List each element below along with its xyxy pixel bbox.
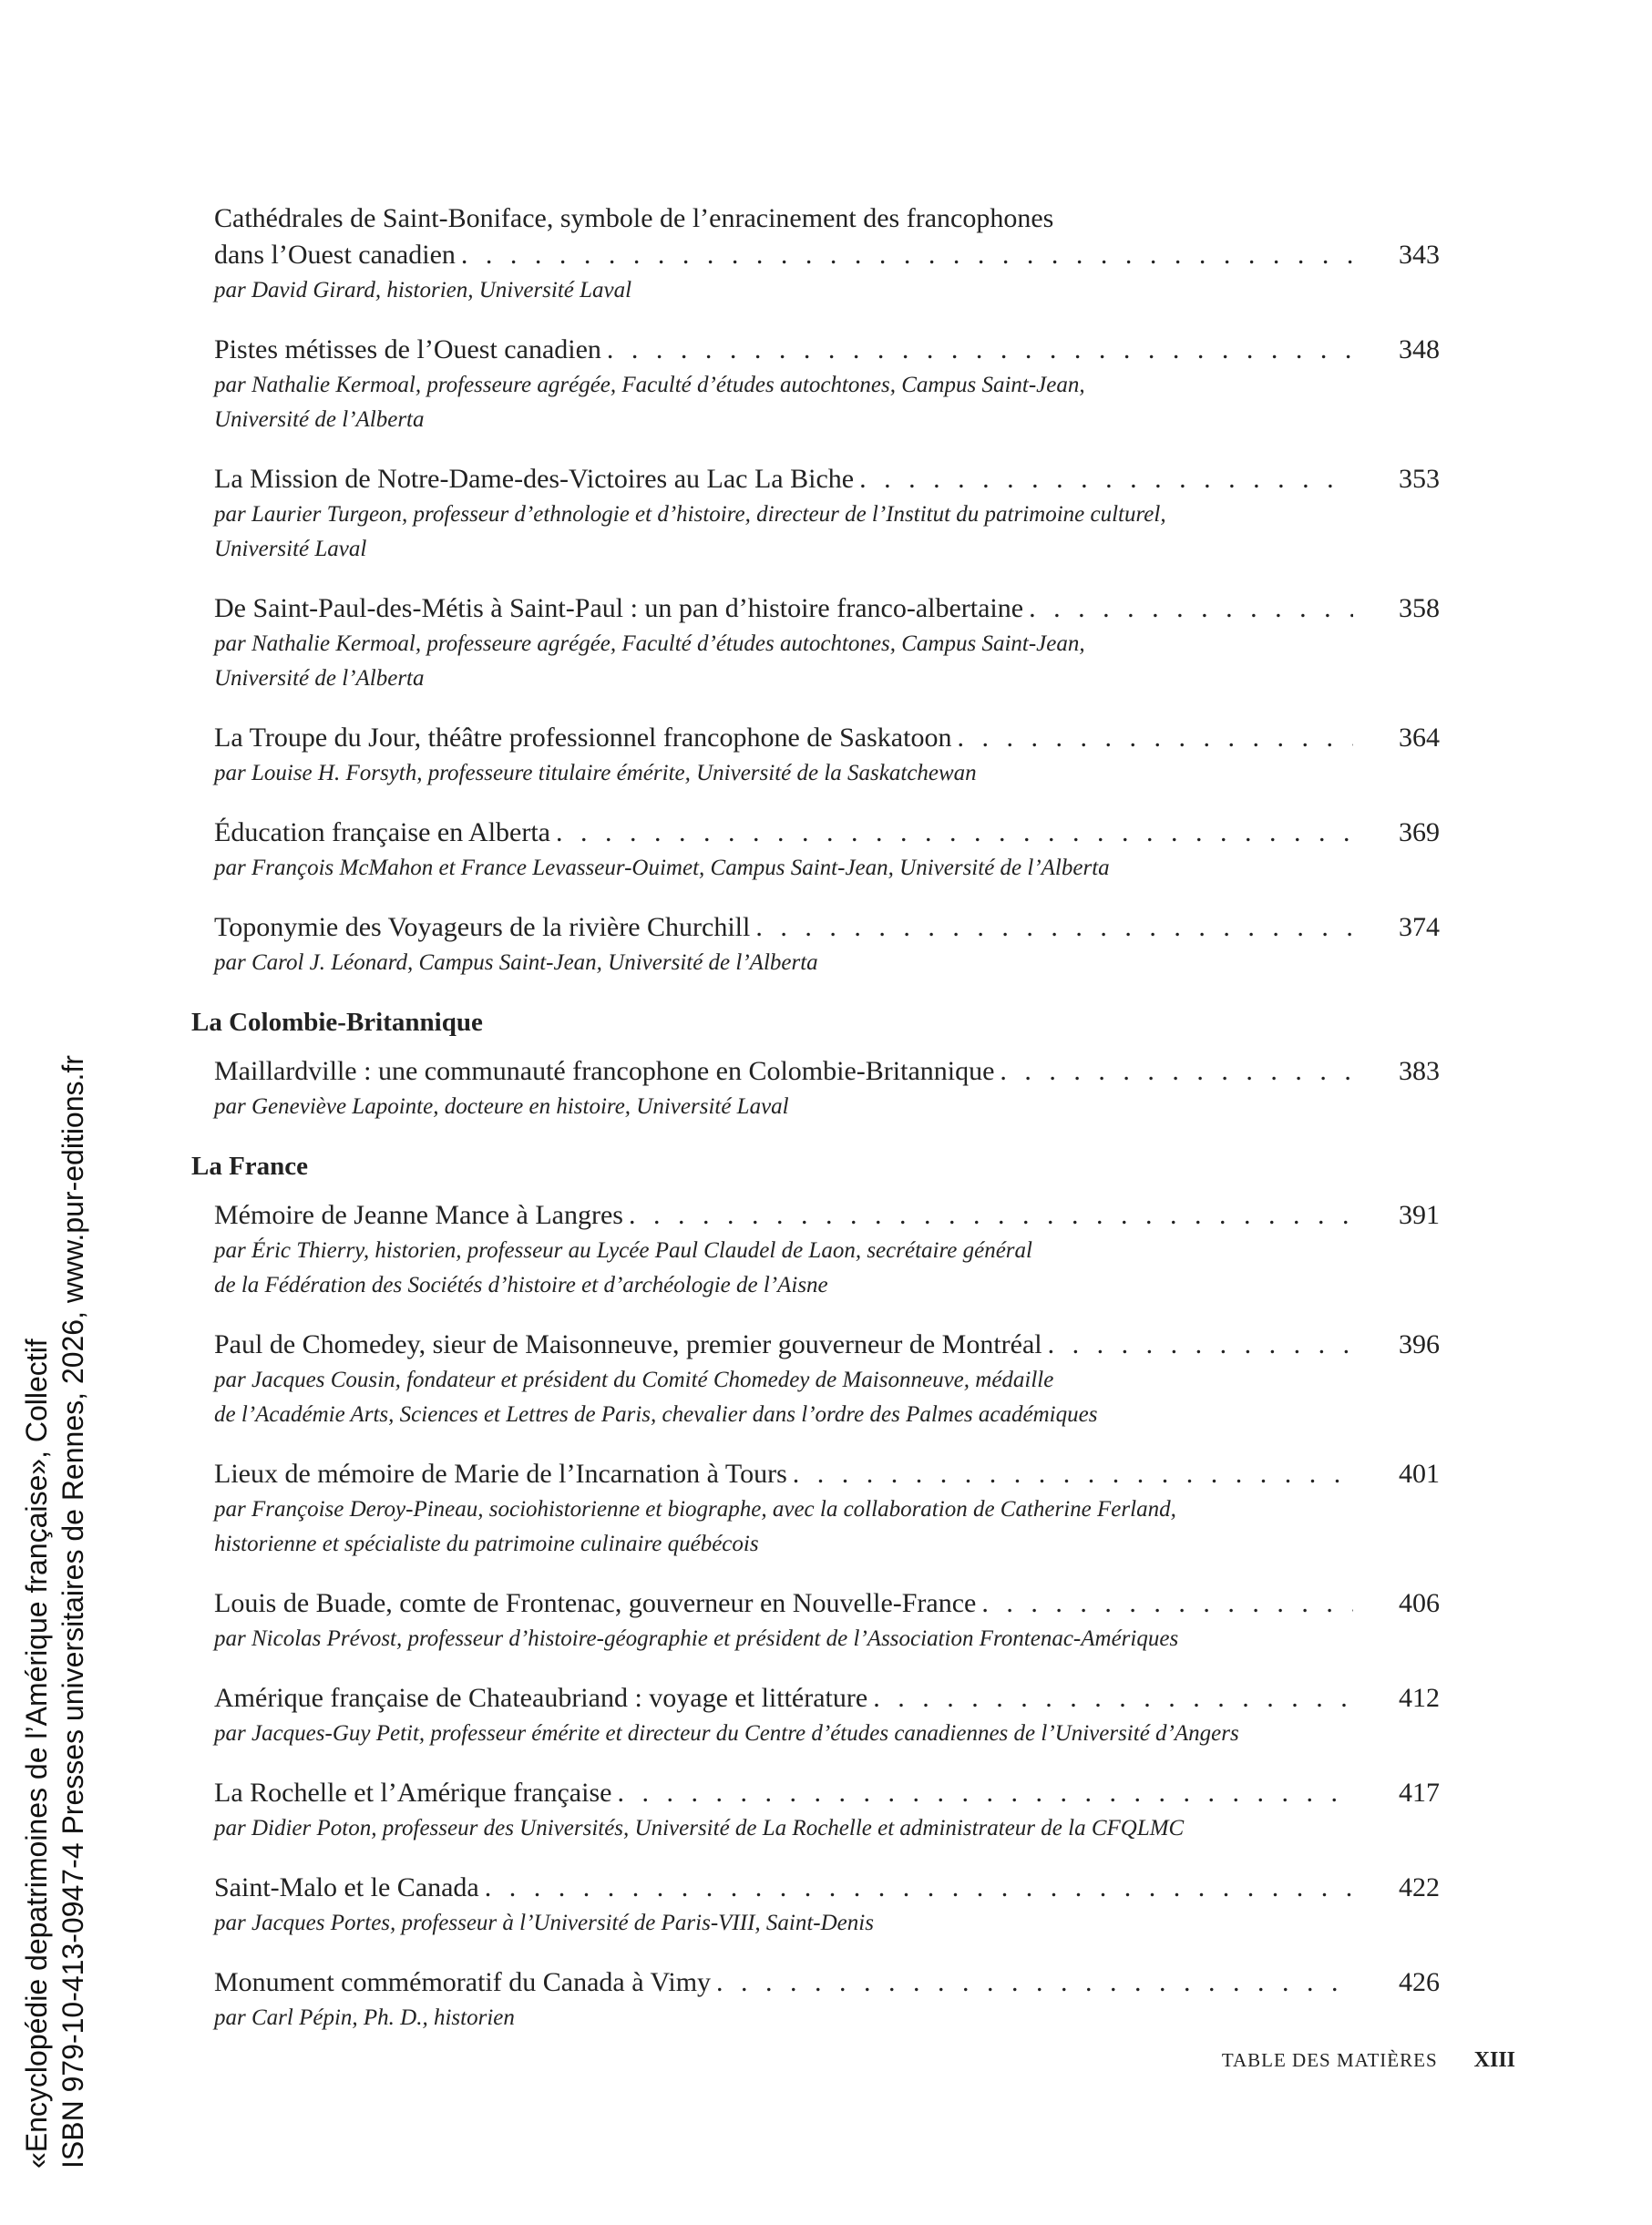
entry-page-number: 348 [1399, 334, 1440, 364]
entry-title: La Rochelle et l’Amérique française [214, 1778, 612, 1808]
entry-author-line: par Carl Pépin, Ph. D., historien [214, 2005, 515, 2030]
section-heading-colombie-britannique: La Colombie-Britannique [191, 1008, 483, 1037]
entry-page-number: 412 [1399, 1683, 1440, 1713]
entry-author-line: historienne et spécialiste du patrimoine culinaire québécois [214, 1532, 759, 1556]
entry-page-number: 401 [1399, 1459, 1440, 1489]
entry-author-line: par Didier Poton, professeur des Universités, Université de La Rochelle et administrateur de la CFQLMC [214, 1816, 1185, 1840]
entry-title-with-leader [214, 237, 1353, 273]
entry-title-with-leader [214, 1456, 1353, 1492]
dot-leader [556, 815, 1353, 851]
dot-leader [981, 1585, 1353, 1622]
entry-title: Amérique française de Chateaubriand : voyage et littérature [214, 1683, 868, 1713]
entry-page-number: 358 [1399, 593, 1440, 623]
entry-title: Maillardville : une communauté francophone en Colombie-Britannique [214, 1056, 995, 1086]
table-of-contents [191, 200, 1440, 2059]
entry-author-line: par David Girard, historien, Université Laval [214, 278, 632, 302]
entry-title-line [214, 1197, 1440, 1234]
entry-title-line [214, 590, 1440, 627]
entry-title: De Saint-Paul-des-Métis à Saint-Paul : un pan d’histoire franco-albertaine [214, 593, 1024, 623]
dot-leader [793, 1456, 1353, 1492]
dot-leader [485, 1870, 1353, 1906]
entry-author-line: par Nathalie Kermoal, professeure agrégée, Faculté d’études autochtones, Campus Saint-Jean, [214, 373, 1085, 397]
page-footer [1222, 2048, 1515, 2073]
toc-entry [191, 720, 1440, 791]
toc-entry [191, 332, 1440, 437]
entry-title: Lieux de mémoire de Marie de l’Incarnation à Tours [214, 1459, 787, 1489]
toc-group-prairies [191, 200, 1440, 980]
entry-title-with-leader [214, 1680, 1353, 1717]
entry-title-line [214, 237, 1440, 273]
toc-entry [191, 1197, 1440, 1303]
entry-page-number: 369 [1399, 817, 1440, 847]
entry-author-line: de la Fédération des Sociétés d’histoire et d’archéologie de l’Aisne [214, 1273, 828, 1297]
toc-entry [191, 1964, 1440, 2035]
entry-page-number: 417 [1399, 1778, 1440, 1808]
entry-title-with-leader [214, 1197, 1353, 1234]
dot-leader [873, 1680, 1353, 1717]
toc-entry [191, 461, 1440, 567]
entry-title-line [214, 720, 1440, 756]
entry-title: La Mission de Notre-Dame-des-Victoires au Lac La Biche [214, 464, 855, 494]
entry-title-line [214, 1053, 1440, 1090]
entry-author-line: par Geneviève Lapointe, docteure en histoire, Université Laval [214, 1094, 789, 1119]
dot-leader [755, 909, 1353, 946]
entry-title-line [214, 1870, 1440, 1906]
entry-author-line: par Laurier Turgeon, professeur d’ethnologie et d’histoire, directeur de l’Institut du patrimoine culturel, [214, 502, 1166, 527]
entry-title: Saint-Malo et le Canada [214, 1872, 479, 1902]
entry-title: Toponymie des Voyageurs de la rivière Churchill [214, 912, 751, 942]
entry-title-with-leader [214, 1327, 1353, 1363]
toc-entry [191, 1053, 1440, 1124]
entry-page-number: 422 [1399, 1872, 1440, 1902]
entry-author-line: par Françoise Deroy-Pineau, sociohistorienne et biographe, avec la collaboration de Catherine Ferland, [214, 1497, 1176, 1522]
entry-title-with-leader [214, 1053, 1353, 1090]
toc-entry [191, 1585, 1440, 1656]
entry-page-number: 364 [1399, 723, 1440, 753]
entry-title: Mémoire de Jeanne Mance à Langres [214, 1200, 623, 1230]
entry-title-line [214, 1680, 1440, 1717]
entry-page-number: 396 [1399, 1329, 1440, 1359]
entry-title-with-leader [214, 1964, 1353, 2001]
entry-title: Louis de Buade, comte de Frontenac, gouverneur en Nouvelle-France [214, 1588, 977, 1618]
entry-author-line: par Jacques Portes, professeur à l’Université de Paris-VIII, Saint-Denis [214, 1911, 874, 1935]
toc-entry [191, 590, 1440, 696]
dot-leader [461, 237, 1353, 273]
entry-title: Pistes métisses de l’Ouest canadien [214, 334, 601, 364]
entry-title-line [214, 1456, 1440, 1492]
entry-title-with-leader [214, 1775, 1353, 1811]
side-note-line-2: ISBN 979-10-413-0947-4 Presses universitaires de Rennes, 2026, www.pur-editions.fr [56, 1055, 89, 2169]
entry-title-with-leader [214, 1585, 1353, 1622]
footer-label: TABLE DES MATIÈRES [1221, 2049, 1438, 2071]
entry-title-with-leader [214, 720, 1353, 756]
entry-page-number: 406 [1399, 1588, 1440, 1618]
entry-page-number: 374 [1399, 912, 1440, 942]
entry-title: Monument commémoratif du Canada à Vimy [214, 1967, 712, 1997]
entry-page-number: 343 [1399, 240, 1440, 270]
entry-author-line: par Nathalie Kermoal, professeure agrégée, Faculté d’études autochtones, Campus Saint-Jean, [214, 631, 1085, 656]
entry-author-line: de l’Académie Arts, Sciences et Lettres de Paris, chevalier dans l’ordre des Palmes académiques [214, 1402, 1098, 1427]
entry-author-line: par Jacques Cousin, fondateur et président du Comité Chomedey de Maisonneuve, médaille [214, 1368, 1054, 1392]
entry-title-line [214, 1327, 1440, 1363]
entry-title-first-line: Cathédrales de Saint-Boniface, symbole de l’enracinement des francophones [214, 203, 1054, 233]
entry-author-line: par Jacques-Guy Petit, professeur émérite et directeur du Centre d’études canadiennes de l’Université d’Angers [214, 1721, 1239, 1746]
toc-entry [191, 1870, 1440, 1941]
entry-author-line: Université de l’Alberta [214, 666, 425, 691]
entry-title-with-leader [214, 332, 1353, 368]
entry-title-line [214, 815, 1440, 851]
side-copyright-note [18, 1055, 91, 2169]
entry-title-with-leader [214, 1870, 1353, 1906]
entry-title: Paul de Chomedey, sieur de Maisonneuve, premier gouverneur de Montréal [214, 1329, 1042, 1359]
entry-author-line: par Éric Thierry, historien, professeur au Lycée Paul Claudel de Laon, secrétaire général [214, 1238, 1032, 1263]
entry-author-line: par Nicolas Prévost, professeur d’histoire-géographie et président de l’Association Frontenac-Amériques [214, 1626, 1179, 1651]
entry-title-line [214, 1585, 1440, 1622]
section-heading-france: La France [191, 1152, 309, 1181]
entry-title-line [214, 909, 1440, 946]
toc-entry [191, 815, 1440, 886]
entry-page-number: 426 [1399, 1967, 1440, 1997]
entry-title: Éducation française en Alberta [214, 817, 550, 847]
dot-leader [1029, 590, 1353, 627]
entry-title-line [214, 1775, 1440, 1811]
entry-title-with-leader [214, 461, 1353, 497]
entry-author-line: Université de l’Alberta [214, 407, 425, 432]
dot-leader [1000, 1053, 1353, 1090]
toc-entry [191, 1775, 1440, 1846]
toc-group-france [191, 1197, 1440, 2035]
dot-leader [607, 332, 1353, 368]
entry-author-line: par François McMahon et France Levasseur-Ouimet, Campus Saint-Jean, Université de l’Alberta [214, 856, 1110, 880]
page-number: XIII [1473, 2048, 1515, 2072]
dot-leader [1048, 1327, 1353, 1363]
dot-leader [716, 1964, 1353, 2001]
dot-leader [859, 461, 1353, 497]
entry-title: dans l’Ouest canadien [214, 240, 456, 270]
entry-page-number: 391 [1399, 1200, 1440, 1230]
side-note-line-1: «Encyclopédie depatrimoines de l’Amérique française», Collectif [20, 1338, 53, 2169]
entry-author-line: par Louise H. Forsyth, professeure titulaire émérite, Université de la Saskatchewan [214, 761, 977, 785]
entry-page-number: 353 [1399, 464, 1440, 494]
dot-leader [629, 1197, 1353, 1234]
dot-leader [617, 1775, 1353, 1811]
entry-author-line: par Carol J. Léonard, Campus Saint-Jean, Université de l’Alberta [214, 950, 818, 975]
entry-title-with-leader [214, 590, 1353, 627]
toc-entry [191, 1456, 1440, 1562]
entry-title: La Troupe du Jour, théâtre professionnel francophone de Saskatoon [214, 723, 952, 753]
entry-title-with-leader [214, 909, 1353, 946]
toc-group-colombie-britannique [191, 1053, 1440, 1124]
toc-entry [191, 1680, 1440, 1751]
entry-title-line [214, 461, 1440, 497]
entry-title-with-leader [214, 815, 1353, 851]
toc-entry [191, 200, 1440, 308]
entry-title-line [214, 332, 1440, 368]
toc-entry [191, 1327, 1440, 1432]
toc-entry [191, 909, 1440, 980]
entry-author-line: Université Laval [214, 537, 367, 561]
entry-title-line [214, 1964, 1440, 2001]
entry-page-number: 383 [1399, 1056, 1440, 1086]
dot-leader [957, 720, 1353, 756]
